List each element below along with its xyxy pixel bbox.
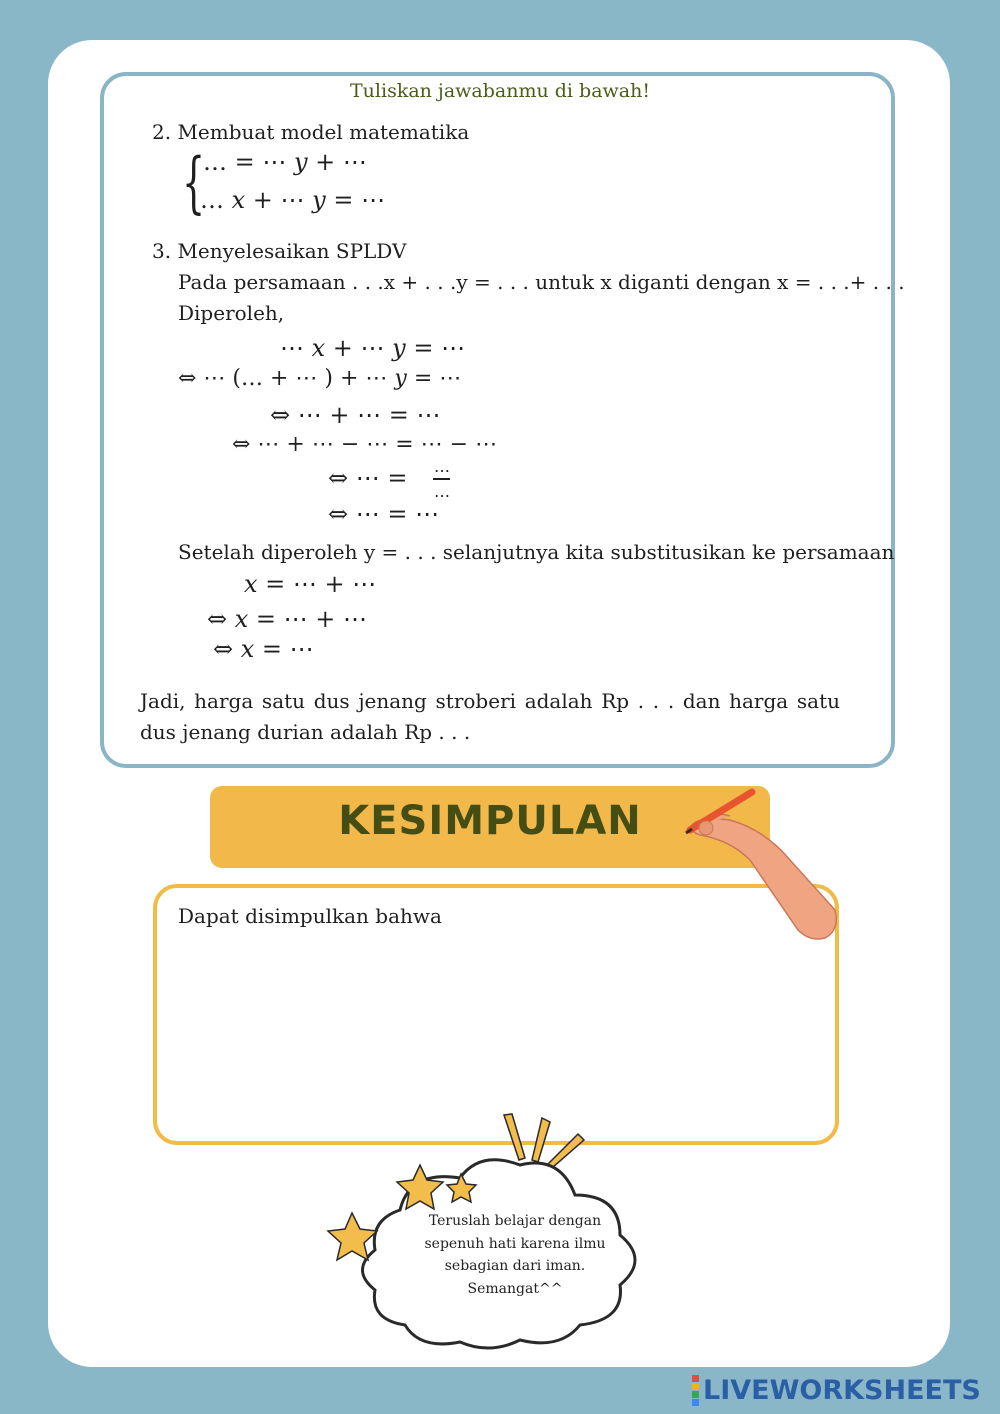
substitution-step-3: ⇔ 𝑥 = ⋯: [213, 635, 314, 663]
system-equation-2: … 𝑥 + ⋯ 𝑦 = ⋯: [200, 186, 386, 214]
derivation-step-6: ⇔ ⋯ = ⋯: [328, 500, 440, 528]
burst-lines-icon: [504, 1114, 584, 1168]
fraction-numerator: …: [434, 457, 450, 476]
step2-heading: 2. Membuat model matematika: [152, 120, 470, 144]
derivation-step-1: ⋯ 𝑥 + ⋯ 𝑦 = ⋯: [280, 334, 466, 362]
motivation-line-2: sepenuh hati karena ilmu: [424, 1235, 606, 1252]
derivation-step-2: ⇔ ⋯ (… + ⋯ ) + ⋯ 𝑦 = ⋯: [178, 366, 462, 391]
system-brace: {: [182, 144, 206, 221]
motivation-text: [400, 1210, 630, 1300]
liveworksheets-logo-icon: [692, 1375, 699, 1406]
motivation-line-4: Semangat^^: [467, 1280, 563, 1297]
fraction-bar: [433, 478, 450, 480]
derivation-step-5: ⇔ ⋯ =: [328, 464, 408, 492]
substitution-step-2: ⇔ 𝑥 = ⋯ + ⋯: [207, 605, 368, 633]
substitution-instruction: Pada persamaan . . .x + . . .y = . . . untuk x diganti dengan x = . . .+ . . .: [178, 270, 905, 294]
derivation-step-4: ⇔ ⋯ + ⋯ − ⋯ = ⋯ − ⋯: [232, 432, 498, 457]
diperoleh-label: Diperoleh,: [178, 301, 285, 325]
substitution-step-1: 𝑥 = ⋯ + ⋯: [244, 570, 377, 598]
instruction-text: Tuliskan jawabanmu di bawah!: [350, 80, 650, 102]
system-equation-1: … = ⋯ 𝑦 + ⋯: [203, 148, 367, 176]
motivation-line-3: sebagian dari iman.: [444, 1258, 586, 1274]
brand-name: LIVEWORKSHEETS: [703, 1374, 981, 1406]
conclusion-prompt: Dapat disimpulkan bahwa: [178, 904, 442, 928]
motivation-line-1: Teruslah belajar dengan: [428, 1213, 602, 1229]
conclusion-title: KESIMPULAN: [338, 798, 642, 844]
fraction-denominator: …: [434, 482, 450, 501]
step3-heading: 3. Menyelesaikan SPLDV: [152, 239, 407, 263]
hand-pencil-icon: [670, 780, 850, 950]
final-answer-text: Jadi, harga satu dus jenang stroberi adalah Rp . . . dan harga satu dus jenang durian adalah Rp . . .: [140, 689, 840, 744]
answer-panel: [100, 72, 895, 768]
derivation-step-3: ⇔ ⋯ + ⋯ = ⋯: [270, 401, 441, 429]
liveworksheets-logo[interactable]: [692, 1374, 981, 1406]
substitution-sentence: Setelah diperoleh y = . . . selanjutnya kita substitusikan ke persamaan: [178, 540, 895, 564]
